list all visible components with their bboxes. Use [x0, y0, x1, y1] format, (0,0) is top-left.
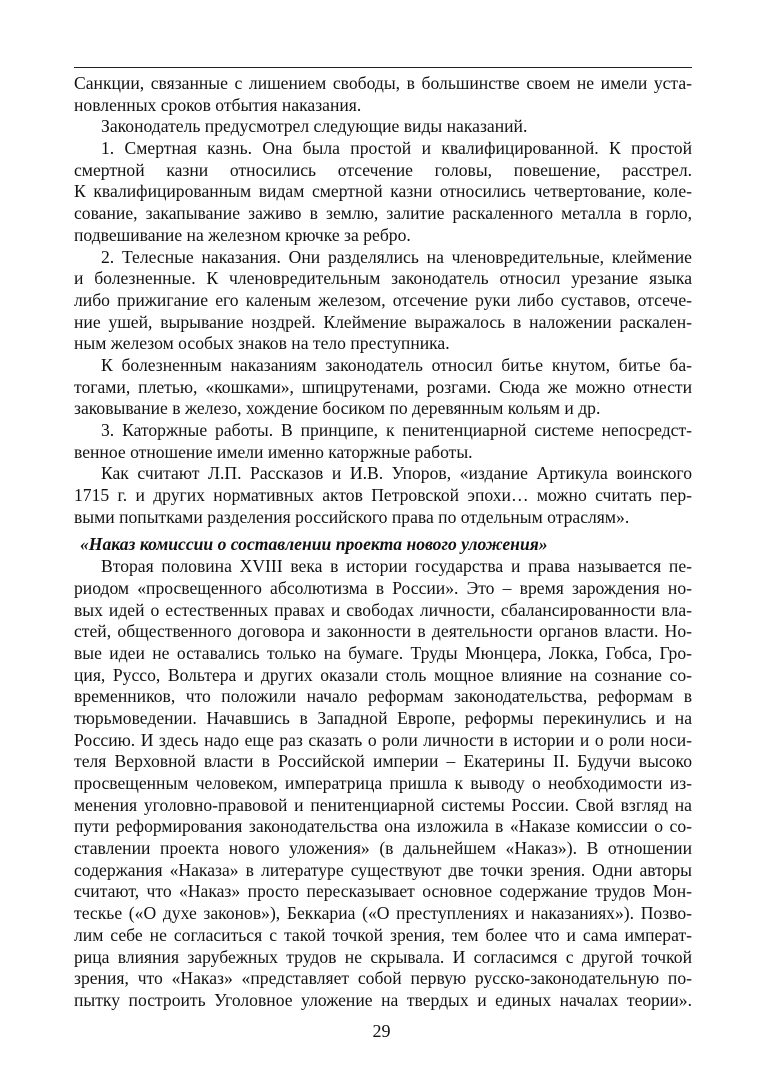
page-body	[74, 73, 692, 1012]
body-line: менения уголовно-правовой и пенитенциарной системы России. Свой взгляд на	[74, 794, 692, 815]
body-line: смертной казни относились отсечение головы, повешение, расстрел.	[74, 159, 692, 180]
body-line: Вторая половина XVIII века в истории государства и права называется пе-	[101, 556, 692, 577]
body-line: ние ушей, вырывание ноздрей. Клеймение выражалось в наложении раскален-	[74, 311, 692, 332]
body-line: 2. Телесные наказания. Они разделялись на членовредительные, клеймение	[101, 246, 692, 267]
body-line: ция, Руссо, Вольтера и других оказали столь мощное влияние на сознание со-	[74, 664, 692, 685]
page-number: 29	[372, 1021, 391, 1041]
body-line: рица влияния зарубежных трудов не скрывала. И согласимся с другой точкой	[74, 946, 692, 967]
body-line: новленных сроков отбытия наказания.	[74, 94, 362, 115]
body-line: временников, что положили начало реформам законодательства, реформам в	[74, 686, 692, 707]
body-line: Россию. И здесь надо еще раз сказать о роли личности в истории и о роли носи-	[74, 729, 692, 750]
body-line: венное отношение имели именно каторжные работы.	[74, 441, 473, 462]
body-line: вых идей о естественных правах и свободах личности, сбалансированности вла-	[74, 599, 692, 620]
header-rule	[74, 67, 692, 68]
body-line: сование, закапывание заживо в землю, залитие раскаленного металла в горло,	[74, 203, 692, 224]
body-line: подвешивание на железном крючке за ребро.	[74, 224, 411, 245]
body-line: 1715 г. и других нормативных актов Петровской эпохи… можно считать пер-	[74, 485, 692, 506]
body-line: выми попытками разделения российского права по отдельным отраслям».	[74, 506, 630, 527]
body-line: считают, что «Наказ» просто пересказывает основное содержание трудов Мон-	[74, 881, 692, 902]
body-line: зрения, что «Наказ» «представляет собой первую русско-законодательную по-	[74, 968, 692, 989]
body-line: пытку построить Уголовное уложение на твердых и единых началах теории».	[74, 989, 692, 1010]
body-line: ным железом особых знаков на тело преступника.	[74, 333, 450, 354]
body-line: пути реформирования законодательства она изложила в «Наказе комиссии о со-	[74, 816, 692, 837]
body-line: либо прижигание его каленым железом, отсечение руки либо суставов, отсече-	[74, 289, 692, 310]
body-line: Законодатель предусмотрел следующие виды наказаний.	[101, 116, 528, 137]
body-line: ставлении проекта нового уложения» (в дальнейшем «Наказ»). В отношении	[74, 838, 692, 859]
body-line: 3. Каторжные работы. В принципе, к пенитенциарной системе непосредст-	[101, 420, 692, 440]
body-line: 1. Смертная казнь. Она была простой и квалифицированной. К простой	[101, 138, 692, 159]
body-line: просвещенным человеком, императрица пришла к выводу о необходимости из-	[74, 773, 692, 793]
body-line: Санкции, связанные с лишением свободы, в большинстве своем не имели уста-	[74, 73, 692, 93]
body-line: риодом «просвещенного абсолютизма в России». Это – время зарождения но-	[74, 577, 692, 598]
body-line: тюрьмоведении. Начавшись в Западной Европе, реформы перекинулись и на	[74, 707, 692, 728]
body-line: стей, общественного договора и законности в деятельности органов власти. Но-	[74, 621, 692, 642]
body-line: и болезненные. К членовредительным законодатель относил урезание языка	[74, 268, 692, 289]
body-line: Как считают Л.П. Рассказов и И.В. Упоров, «издание Артикула воинского	[101, 463, 692, 484]
body-line: тескье («О духе законов»), Беккариа («О преступлениях и наказаниях»). Позво-	[74, 903, 692, 924]
body-line: вые идеи не оставались только на бумаге. Труды Мюнцера, Локка, Гобса, Гро-	[74, 642, 692, 663]
body-line: содержания «Наказа» в литературе существуют две точки зрения. Одни авторы	[74, 859, 692, 880]
body-line: заковывание в железо, хождение босиком по деревянным кольям и др.	[74, 398, 601, 419]
body-line: К квалифицированным видам смертной казни относились четвертование, коле-	[74, 181, 692, 202]
body-line: теля Верховной власти в Российской империи – Екатерины II. Будучи высоко	[74, 751, 692, 772]
body-line: лим себе не согласиться с такой точкой зрения, тем более что и сама императ-	[74, 924, 692, 945]
section-heading: «Наказ комиссии о составлении проекта нового уложения»	[80, 534, 548, 555]
body-line: тогами, плетью, «кошками», шпицрутенами, розгами. Сюда же можно отнести	[74, 376, 692, 397]
body-line: К болезненным наказаниям законодатель относил битье кнутом, битье ба-	[101, 354, 692, 375]
